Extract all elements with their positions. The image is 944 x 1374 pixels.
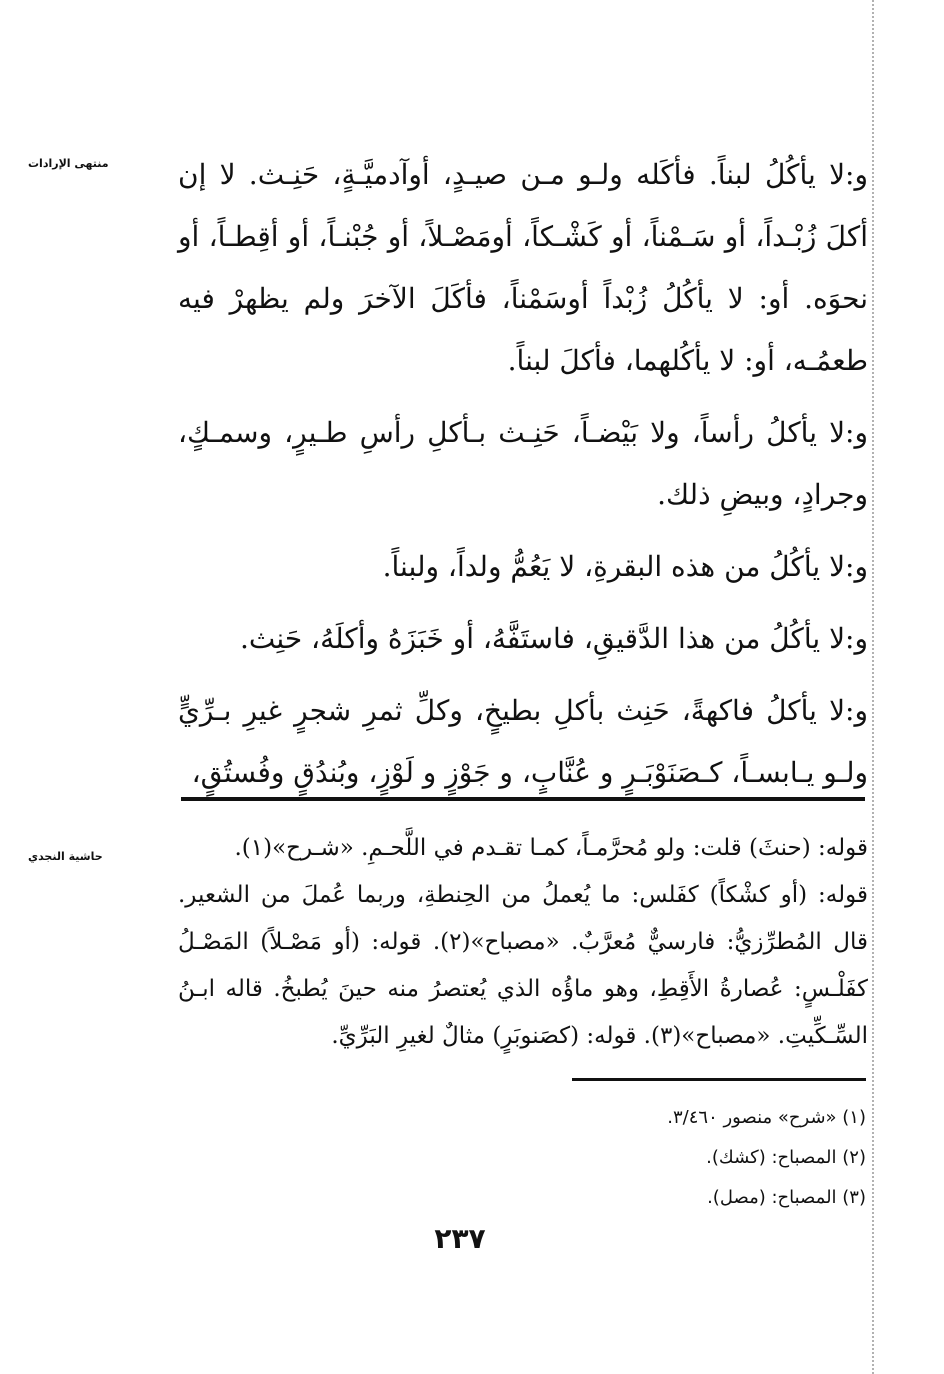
- footnote-3: (٣) المصباح: (مصل).: [707, 1187, 866, 1208]
- main-separator-line: [181, 797, 865, 801]
- main-paragraph-3: و:لا يأكُلُ من هذه البقرةِ، لا يَعُمُّ ولداً، ولبناً.: [382, 550, 868, 583]
- commentary-line-2: قوله: (أو كشْكاً) كفَلس: ما يُعملُ من الحِنطةِ، وربما عُملَ من الشعير. قال المُطرِّزيُّ: فارسيٌّ مُعرَّبٌ. «مصباح»(٢). قوله: (أو مَصْـلاً) المَصْـلُ كفَلْـسٍ: عُصارةُ الأَقِطِ، وهو ماؤُه الذي يُعتصرُ منه حينَ يُطبخُ. قاله ابـنُ السِّـكِّيتِ. «مصباح»(٣). قوله: (كصَنوبَرٍ) مثالٌ لغيرِ البَرِّيِّ.: [178, 882, 868, 1049]
- main-paragraph-1: و:لا يأكُلُ لبناً. فأكَله ولـو مـن صيـدٍ، أوآدميَّـةٍ، حَنِـث. لا إن أكلَ زُبْـداً، أو سَـمْناً، أو كَشْـكاً، أومَصْـلاً، أو جُبْنـاً، أو أقِطـاً، أو نحوَه. أو: لا يأكُلُ زُبْداً أوسَمْناً، فأكَلَ الآخرَ ولم يظهرْ فيه طعمُـه، أو: لا يأكُلهما، فأكلَ لبناً.: [178, 158, 868, 377]
- commentary-line-1: قوله: (حنثَ) قلت: ولو مُحرَّمـاً، كمـا تقـدم في اللَّحـمِ. «شـرح»(١).: [234, 835, 868, 861]
- footnote-2: (٢) المصباح: (كشك).: [706, 1147, 866, 1168]
- margin-label-top: منتهى الإرادات: [28, 157, 109, 170]
- footnotes-block: [500, 1098, 866, 1218]
- commentary-block: [178, 825, 868, 1060]
- footnote-separator-line: [572, 1078, 866, 1081]
- margin-label-bottom: حاشية النجدي: [28, 850, 103, 863]
- main-paragraph-4: و:لا يأكُلُ من هذا الدَّقيقِ، فاستَفَّهُ، أو خَبَزَهُ وأكلَهُ، حَنِث.: [240, 622, 868, 655]
- footnote-1: (١) «شرح» منصور ٣/٤٦٠.: [667, 1107, 866, 1128]
- main-paragraph-5: و:لا يأكلُ فاكهةً، حَنِث بأكلِ بطيخٍ، وكلِّ ثمرِ شجرٍ غيرِ بـرِّيٍّ ولـو يـابسـاً، كـصَنَوْبَـرٍ و عُنَّابٍ، و جَوْزٍ و لَوْزٍ، وبُندُقٍ وفُستُقٍ،: [178, 694, 868, 789]
- main-paragraph-2: و:لا يأكلُ رأساً، ولا بَيْضـاً، حَنِـث بـأكلِ رأسِ طـيرٍ، وسمـكٍ، وجرادٍ، وبيضِ ذلك.: [178, 416, 868, 511]
- main-text-block: [178, 144, 868, 804]
- page-edge-dotted-line: [872, 0, 874, 1374]
- page-number: ٢٣٧: [434, 1222, 486, 1255]
